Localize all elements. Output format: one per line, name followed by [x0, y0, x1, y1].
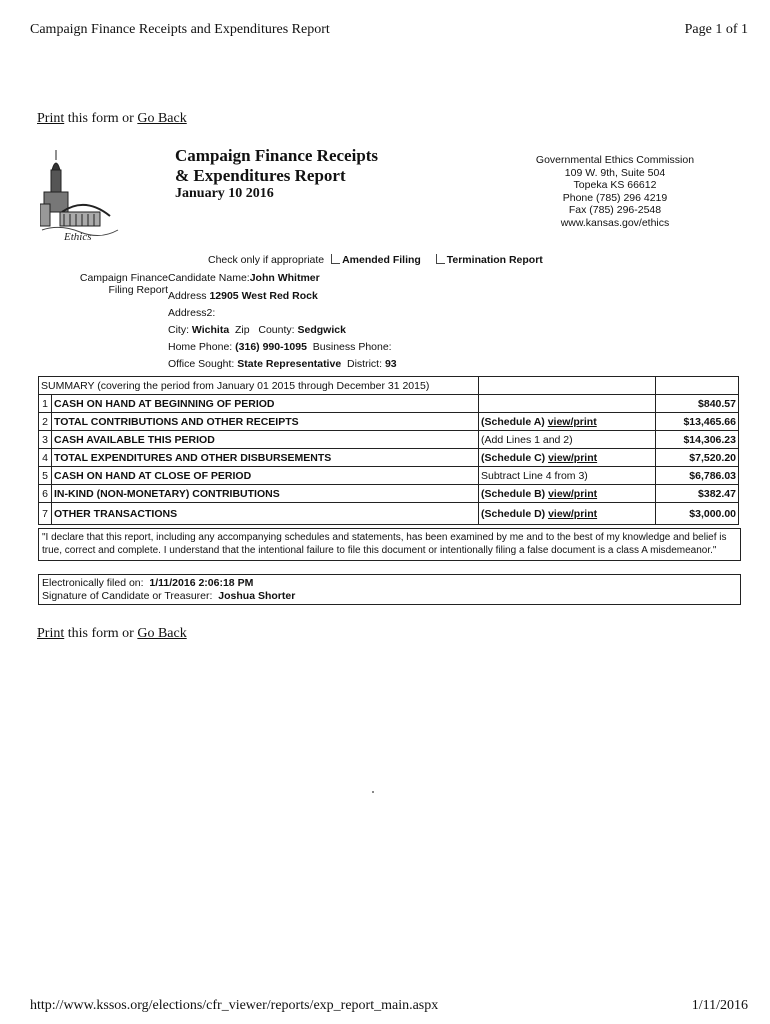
- line-number: 2: [39, 413, 52, 431]
- page-footer-date: 1/11/2016: [691, 998, 748, 1013]
- candidate-phone-row: Home Phone: (316) 990-1095 Business Phone:: [168, 341, 392, 353]
- filed-on-timestamp: 1/11/2016 2:06:18 PM: [149, 577, 254, 589]
- filing-type-checkboxes: [208, 254, 543, 266]
- candidate-district: 93: [384, 358, 397, 370]
- amended-filing-label: Amended Filing: [342, 254, 421, 266]
- line-amount: $14,306.23: [656, 431, 739, 449]
- schedule-cell: (Add Lines 1 and 2): [479, 431, 656, 449]
- print-link[interactable]: Print: [37, 626, 65, 641]
- scan-speck: [372, 791, 374, 793]
- page-footer-url: http://www.kssos.org/elections/cfr_viewer/reports/exp_report_main.aspx: [30, 998, 439, 1013]
- agency-phone: Phone (785) 296 4219: [562, 191, 668, 204]
- line-description: TOTAL EXPENDITURES AND OTHER DISBURSEMENTS: [52, 449, 479, 467]
- table-row: [39, 431, 739, 449]
- candidate-office-row: Office Sought: State Representative District: 93: [168, 358, 397, 370]
- check-prompt: Check only if appropriate: [208, 254, 325, 266]
- page-header-title: Campaign Finance Receipts and Expenditures Report: [30, 22, 330, 37]
- print-links-top: [37, 111, 187, 127]
- electronic-signature-block: Electronically filed on: 1/11/2016 2:06:18 PM Signature of Candidate or Treasurer: Joshua Shorter: [38, 574, 741, 605]
- candidate-county: Sedgwick: [297, 324, 346, 336]
- line-description: CASH ON HAND AT CLOSE OF PERIOD: [52, 467, 479, 485]
- line-number: 1: [39, 395, 52, 413]
- signature-name: Joshua Shorter: [218, 589, 296, 602]
- schedule-cell: Subtract Line 4 from 3): [479, 467, 656, 485]
- go-back-link[interactable]: Go Back: [137, 111, 187, 126]
- candidate-address: 12905 West Red Rock: [209, 290, 318, 302]
- line-amount: $7,520.20: [656, 449, 739, 467]
- table-row: [39, 449, 739, 467]
- line-number: 3: [39, 431, 52, 449]
- line-description: IN-KIND (NON-MONETARY) CONTRIBUTIONS: [52, 485, 479, 503]
- line-amount: $6,786.03: [656, 467, 739, 485]
- schedule-cell: [479, 395, 656, 413]
- summary-heading-row: [39, 377, 739, 395]
- line-number: 7: [39, 503, 52, 525]
- line-amount: $13,465.66: [656, 413, 739, 431]
- line-number: 6: [39, 485, 52, 503]
- table-row: [39, 467, 739, 485]
- table-row: [39, 395, 739, 413]
- candidate-home-phone: (316) 990-1095: [235, 341, 307, 353]
- line-description: CASH AVAILABLE THIS PERIOD: [52, 431, 479, 449]
- agency-fax: Fax (785) 296-2548: [568, 204, 662, 216]
- page-number: Page 1 of 1: [684, 22, 748, 37]
- line-amount: $3,000.00: [656, 503, 739, 525]
- print-link[interactable]: Print: [37, 111, 65, 126]
- ethics-seal-logo: [40, 146, 120, 246]
- candidate-address-row: Address 12905 West Red Rock: [168, 290, 318, 302]
- line-number: 5: [39, 467, 52, 485]
- line-amount: $382.47: [656, 485, 739, 503]
- agency-address-block: [520, 154, 710, 229]
- candidate-name: John Whitmer: [249, 272, 320, 284]
- schedule-cell: (Schedule C) view/print: [479, 449, 656, 467]
- campaign-finance-filing-label: Campaign Finance Filing Report: [79, 272, 168, 296]
- print-links-bottom: [37, 626, 187, 642]
- schedule-cell: (Schedule A) view/print: [479, 413, 656, 431]
- table-row: [39, 485, 739, 503]
- line-description: OTHER TRANSACTIONS: [52, 503, 479, 525]
- amended-filing-checkbox[interactable]: [331, 254, 340, 264]
- go-back-link[interactable]: Go Back: [137, 626, 187, 641]
- summary-table: [38, 376, 739, 525]
- print-links-text: this form or: [64, 111, 138, 126]
- agency-website: www.kansas.gov/ethics: [560, 216, 670, 229]
- table-row: [39, 413, 739, 431]
- agency-address-line1: 109 W. 9th, Suite 504: [564, 166, 666, 179]
- line-number: 4: [39, 449, 52, 467]
- agency-address-line2: Topeka KS 66612: [573, 179, 657, 191]
- termination-report-checkbox[interactable]: [436, 254, 445, 264]
- termination-report-label: Termination Report: [446, 254, 543, 266]
- candidate-name-row: Candidate Name:John Whitmer: [168, 272, 320, 284]
- report-date: January 10 2016: [175, 186, 274, 201]
- declaration-statement: "I declare that this report, including any accompanying schedules and statements, has been examined by me and to the best of my knowledge and belief is true, correct and complete. I understand that the intentional failure to file this document or intentionally filing a false document is a class A misdemeanor.": [38, 528, 741, 561]
- candidate-city: Wichita: [191, 324, 230, 336]
- schedule-a-view-print-link[interactable]: view/print: [547, 415, 597, 428]
- summary-heading: SUMMARY (covering the period from January 01 2015 through December 31 2015): [39, 377, 479, 395]
- candidate-office: State Representative: [237, 358, 342, 370]
- line-description: TOTAL CONTRIBUTIONS AND OTHER RECEIPTS: [52, 413, 479, 431]
- line-amount: $840.57: [656, 395, 739, 413]
- report-title: Campaign Finance Receipts & Expenditures Report: [175, 146, 379, 185]
- candidate-city-row: City: Wichita Zip County: Sedgwick: [168, 324, 346, 336]
- candidate-address2-row: Address2:: [168, 307, 216, 319]
- schedule-c-view-print-link[interactable]: view/print: [548, 451, 598, 464]
- schedule-cell: (Schedule B) view/print: [479, 485, 656, 503]
- svg-text:Ethics: Ethics: [64, 231, 92, 243]
- print-links-text: this form or: [64, 626, 138, 641]
- schedule-d-view-print-link[interactable]: view/print: [548, 507, 598, 520]
- agency-name: Governmental Ethics Commission: [535, 154, 695, 166]
- schedule-cell: (Schedule D) view/print: [479, 503, 656, 525]
- schedule-b-view-print-link[interactable]: view/print: [548, 487, 598, 500]
- line-description: CASH ON HAND AT BEGINNING OF PERIOD: [52, 395, 479, 413]
- table-row: [39, 503, 739, 525]
